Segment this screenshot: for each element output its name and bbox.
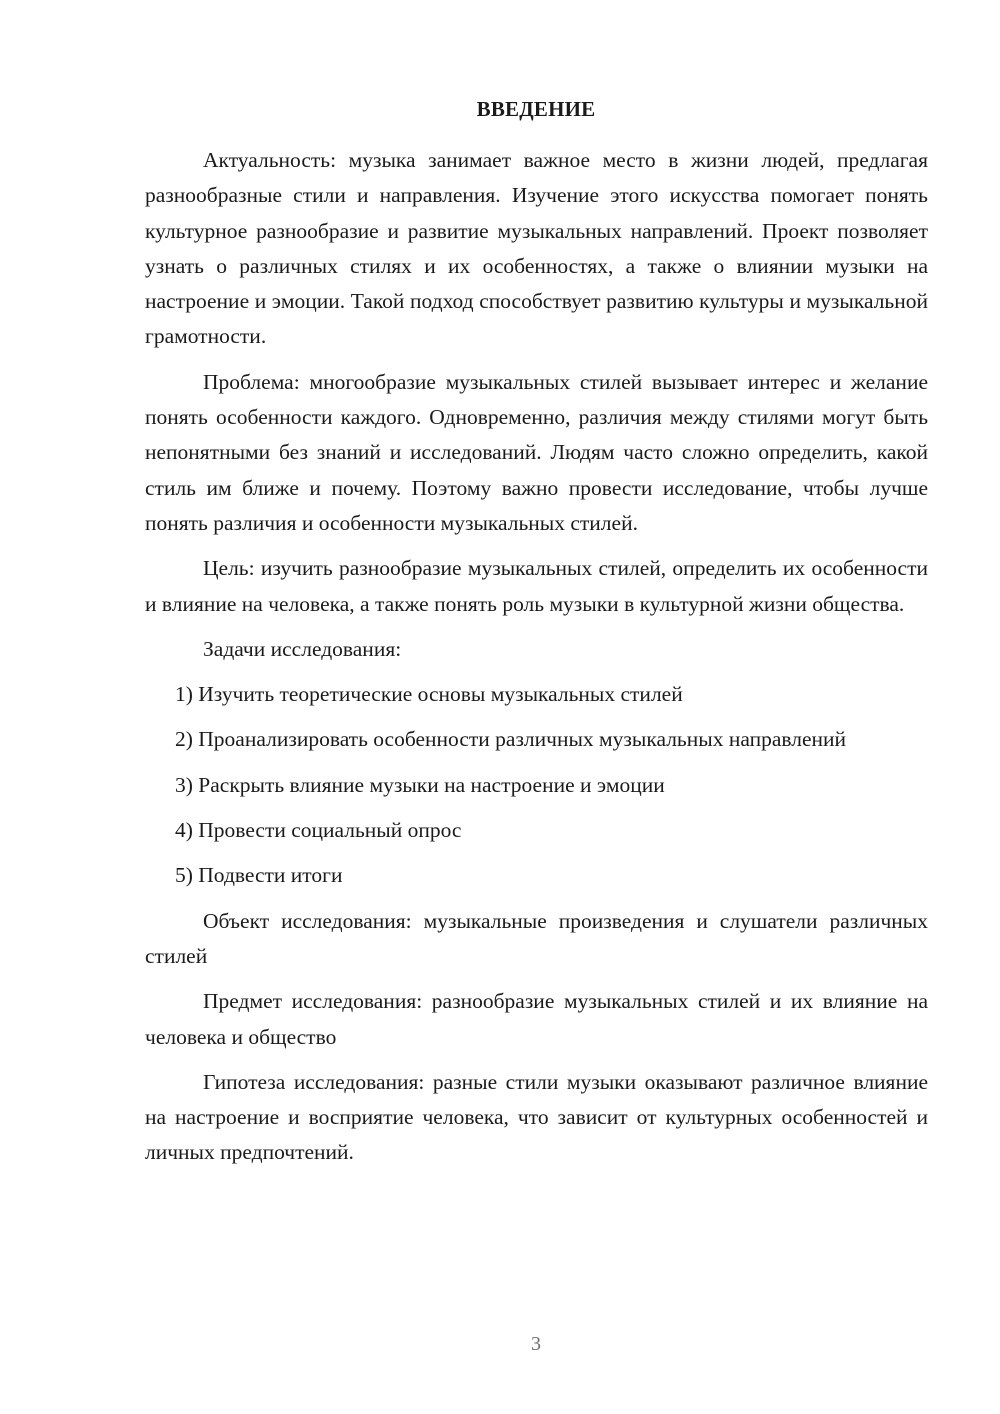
paragraph-relevance: Актуальность: музыка занимает важное место в жизни людей, предлагая разнообразные стили и направления. Изучение этого искусства помогает понять культурное разнообразие и развитие музыкальных направлений. Проект позволяет узнать о различных стилях и их особенностях, а также о влиянии музыки на настроение и эмоции. Такой подход способствует развитию культуры и музыкальной грамотности. bbox=[145, 148, 928, 349]
task-item-3: 3) Раскрыть влияние музыки на настроение и эмоции bbox=[175, 772, 665, 797]
paragraph-subject: Предмет исследования: разнообразие музыкальных стилей и их влияние на человека и общество bbox=[145, 989, 928, 1049]
task-item-2: 2) Проанализировать особенности различных музыкальных направлений bbox=[175, 727, 847, 752]
task-item-1: 1) Изучить теоретические основы музыкальных стилей bbox=[175, 682, 683, 707]
page-number: 3 bbox=[531, 1333, 541, 1355]
page-title: ВВЕДЕНИЕ bbox=[476, 97, 596, 121]
paragraph-tasks-heading: Задачи исследования: bbox=[203, 636, 402, 661]
paragraph-object: Объект исследования: музыкальные произведения и слушатели различных стилей bbox=[145, 908, 928, 968]
task-item-4: 4) Провести социальный опрос bbox=[175, 818, 462, 843]
paragraph-problem: Проблема: многообразие музыкальных стилей вызывает интерес и желание понять особенности каждого. Одновременно, различия между стилями могут быть непонятными без знаний и исследований. Людям часто сложно определить, какой стиль им ближе и почему. Поэтому важно провести исследование, чтобы лучше понять различия и особенности музыкальных стилей. bbox=[145, 369, 928, 535]
paragraph-goal: Цель: изучить разнообразие музыкальных стилей, определить их особенности и влияние на человека, а также понять роль музыки в культурной жизни общества. bbox=[145, 556, 928, 616]
paragraph-hypothesis: Гипотеза исследования: разные стили музыки оказывают различное влияние на настроение и восприятие человека, что зависит от культурных особенностей и личных предпочтений. bbox=[145, 1069, 928, 1165]
task-item-5: 5) Подвести итоги bbox=[175, 863, 343, 888]
body-text bbox=[145, 143, 928, 1181]
